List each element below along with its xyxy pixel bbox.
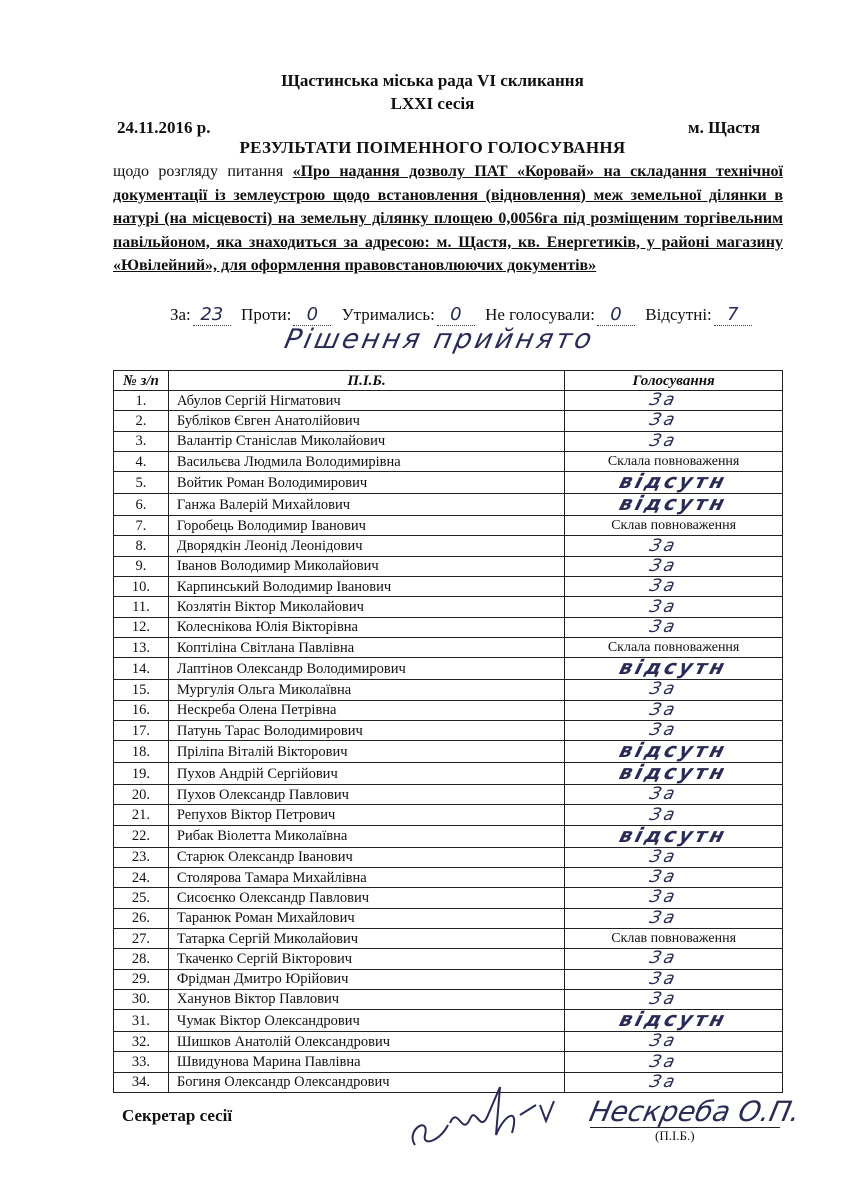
member-name: Рибак Віолетта Миколаївна [168,825,564,847]
member-name: Карпинський Володимир Іванович [168,577,564,597]
row-number: 24. [114,868,169,888]
row-number: 7. [114,516,169,536]
member-name: Васильєва Людмила Володимирівна [168,451,564,471]
table-row [114,516,783,536]
row-number: 31. [114,1010,169,1032]
vote-value: За [647,616,680,637]
agenda-item [113,160,783,278]
vote-cell [565,949,783,969]
vote-value: Склала повноваження [607,454,740,470]
row-number: 28. [114,949,169,969]
vote-value: За [647,968,680,989]
row-number: 3. [114,431,169,451]
member-name: Лаптінов Олександр Володимирович [168,658,564,680]
member-name: Швидунова Марина Павлівна [168,1052,564,1072]
vote-value: За [647,430,680,451]
vote-value: За [647,804,680,825]
table-row [114,617,783,637]
row-number: 19. [114,763,169,785]
table-row [114,763,783,785]
member-name: Старюк Олександр Іванович [168,847,564,867]
table-row [114,825,783,847]
row-number: 11. [114,597,169,617]
vote-value: За [647,596,680,617]
decision-handwritten: Рішення прийнято [281,324,598,355]
row-number: 34. [114,1072,169,1092]
secretary-label: Секретар сесії [122,1106,233,1125]
agenda-topic: «Про надання дозволу ПАТ «Коровай» на складання технічної документації із землеустрою щодо встановлення (відновлення) меж земельної ділянки в натурі (на місцевості) на земельну ділянку площею 0,0056га під розміщеним торгівельним павільйоном, яка знаходиться за адресою: м. Щастя, кв. Енергетиків, у районі магазину «Ювілейний», для оформлення правовстановлюючих документів» [113,163,783,274]
vote-cell [565,847,783,867]
vote-value: За [647,948,680,969]
row-number: 33. [114,1052,169,1072]
vote-value: За [647,679,680,700]
vote-value: відсутн [616,469,731,494]
row-number: 10. [114,577,169,597]
not-voted-value: 0 [597,304,635,326]
name-caption: (П.І.Б.) [655,1128,695,1143]
vote-cell [565,700,783,720]
against-label: Проти: [241,305,292,324]
for-label: За: [170,305,191,324]
table-row [114,536,783,556]
member-name: Ткаченко Сергій Вікторович [168,949,564,969]
vote-cell [565,577,783,597]
vote-cell [565,928,783,948]
member-name: Шишков Анатолій Олександрович [168,1032,564,1052]
row-number: 8. [114,536,169,556]
vote-cell [565,411,783,431]
vote-cell [565,556,783,576]
row-number: 23. [114,847,169,867]
member-name: Таранюк Роман Михайлович [168,908,564,928]
table-body [114,391,783,1093]
vote-cell [565,655,783,680]
member-name: Татарка Сергій Миколайович [168,928,564,948]
vote-value: За [647,784,680,805]
table-row [114,411,783,431]
column-header-number: № з/п [114,371,169,391]
column-header-vote: Голосування [565,371,783,391]
table-row [114,556,783,576]
row-number: 2. [114,411,169,431]
member-name: Богиня Олександр Олександрович [168,1072,564,1092]
table-row [114,969,783,989]
member-name: Ханунов Віктор Павлович [168,989,564,1009]
member-name: Чумак Віктор Олександрович [168,1010,564,1032]
vote-value: Склав повноваження [611,518,737,534]
member-name: Козлятін Віктор Миколайович [168,597,564,617]
vote-tally [170,304,758,326]
absent-label: Відсутні: [645,305,712,324]
table-row [114,597,783,617]
table-row [114,577,783,597]
vote-value: За [647,576,680,597]
member-name: Войтик Роман Володимирович [168,472,564,494]
table-row [114,1032,783,1052]
vote-cell [565,597,783,617]
vote-value: За [647,907,680,928]
table-row [114,908,783,928]
vote-value: За [647,390,680,411]
member-name: Пухов Андрій Сергійович [168,763,564,785]
vote-cell [565,785,783,805]
row-number: 30. [114,989,169,1009]
table-row [114,785,783,805]
vote-cell [565,617,783,637]
table-row [114,1052,783,1072]
vote-cell [565,969,783,989]
vote-cell [565,888,783,908]
vote-cell [565,760,783,785]
member-name: Сисоєнко Олександр Павлович [168,888,564,908]
roll-call-table [113,370,783,1093]
member-name: Валантір Станіслав Миколайович [168,431,564,451]
member-name: Мургулія Ольга Миколаївна [168,680,564,700]
abstained-label: Утримались: [341,305,435,324]
document-title: РЕЗУЛЬТАТИ ПОІМЕННОГО ГОЛОСУВАННЯ [239,138,626,157]
vote-value: За [647,720,680,740]
row-number: 9. [114,556,169,576]
row-number: 12. [114,617,169,637]
table-row [114,391,783,411]
vote-cell [565,868,783,888]
city-name: м. Щастя [688,118,761,137]
vote-value: відсутн [616,760,731,785]
vote-cell [565,536,783,556]
member-name: Пухов Олександр Павлович [168,785,564,805]
vote-value: За [647,1071,680,1092]
table-row [114,700,783,720]
member-name: Горобець Володимир Іванович [168,516,564,536]
session-date: 24.11.2016 р. [117,118,211,137]
vote-value: Склав повноваження [611,931,737,947]
vote-value: За [647,887,680,908]
row-number: 17. [114,720,169,740]
row-number: 29. [114,969,169,989]
table-row [114,680,783,700]
vote-value: За [647,1031,680,1052]
member-name: Бубліков Євген Анатолійович [168,411,564,431]
council-title: Щастинська міська рада VI скликання [281,71,584,90]
vote-cell [565,491,783,516]
member-name: Ганжа Валерій Михайлович [168,494,564,516]
table-row [114,494,783,516]
secretary-signature [400,1075,570,1155]
member-name: Столярова Тамара Михайлівна [168,868,564,888]
row-number: 14. [114,658,169,680]
row-number: 21. [114,805,169,825]
vote-value: відсутн [616,491,731,516]
row-number: 15. [114,680,169,700]
secretary-name-handwritten: Нескреба О.П. [586,1095,804,1128]
abstained-value: 0 [437,304,475,326]
absent-value: 7 [714,304,752,326]
table-header-row [114,371,783,391]
member-name: Колеснікова Юлія Вікторівна [168,617,564,637]
vote-value: За [647,867,680,888]
not-voted-label: Не голосували: [485,305,596,324]
vote-value: За [647,846,680,867]
member-name: Нескреба Олена Петрівна [168,700,564,720]
member-name: Дворядкін Леонід Леонідович [168,536,564,556]
member-name: Іванов Володимир Миколайович [168,556,564,576]
vote-value: За [647,555,680,576]
member-name: Фрідман Дмитро Юрійович [168,969,564,989]
row-number: 32. [114,1032,169,1052]
member-name: Коптіліна Світлана Павлівна [168,637,564,657]
vote-value: відсутн [616,738,731,763]
vote-cell [565,908,783,928]
vote-value: За [647,535,680,556]
table-row [114,658,783,680]
row-number: 16. [114,700,169,720]
table-row [114,868,783,888]
vote-value: відсутн [616,822,731,847]
vote-value: відсутн [616,655,731,680]
vote-cell [565,516,783,536]
member-name: Репухов Віктор Петрович [168,805,564,825]
row-number: 1. [114,391,169,411]
vote-cell [565,1007,783,1032]
for-value: 23 [193,304,231,326]
agenda-prefix: щодо розгляду питання [113,163,293,180]
row-number: 20. [114,785,169,805]
row-number: 26. [114,908,169,928]
session-title: LXXI сесія [390,94,475,113]
table-row [114,847,783,867]
row-number: 13. [114,637,169,657]
row-number: 25. [114,888,169,908]
table-row [114,431,783,451]
vote-value: За [647,410,680,431]
vote-value: За [647,988,680,1009]
member-name: Абулов Сергій Нігматович [168,391,564,411]
vote-value: Склала повноваження [607,640,740,656]
vote-cell [565,391,783,411]
table-row [114,949,783,969]
against-value: 0 [293,304,331,326]
vote-cell [565,822,783,847]
row-number: 27. [114,928,169,948]
vote-cell [565,431,783,451]
vote-value: За [647,699,680,720]
row-number: 4. [114,451,169,471]
row-number: 18. [114,741,169,763]
row-number: 5. [114,472,169,494]
member-name: Патунь Тарас Володимирович [168,720,564,740]
vote-cell [565,680,783,700]
vote-value: відсутн [616,1007,731,1032]
vote-cell [565,1052,783,1072]
row-number: 22. [114,825,169,847]
vote-cell [565,1032,783,1052]
column-header-name: П.І.Б. [168,371,564,391]
vote-cell [565,1072,783,1092]
table-row [114,928,783,948]
table-row [114,888,783,908]
row-number: 6. [114,494,169,516]
table-row [114,1010,783,1032]
member-name: Пріліпа Віталій Вікторович [168,741,564,763]
vote-value: За [647,1051,680,1072]
